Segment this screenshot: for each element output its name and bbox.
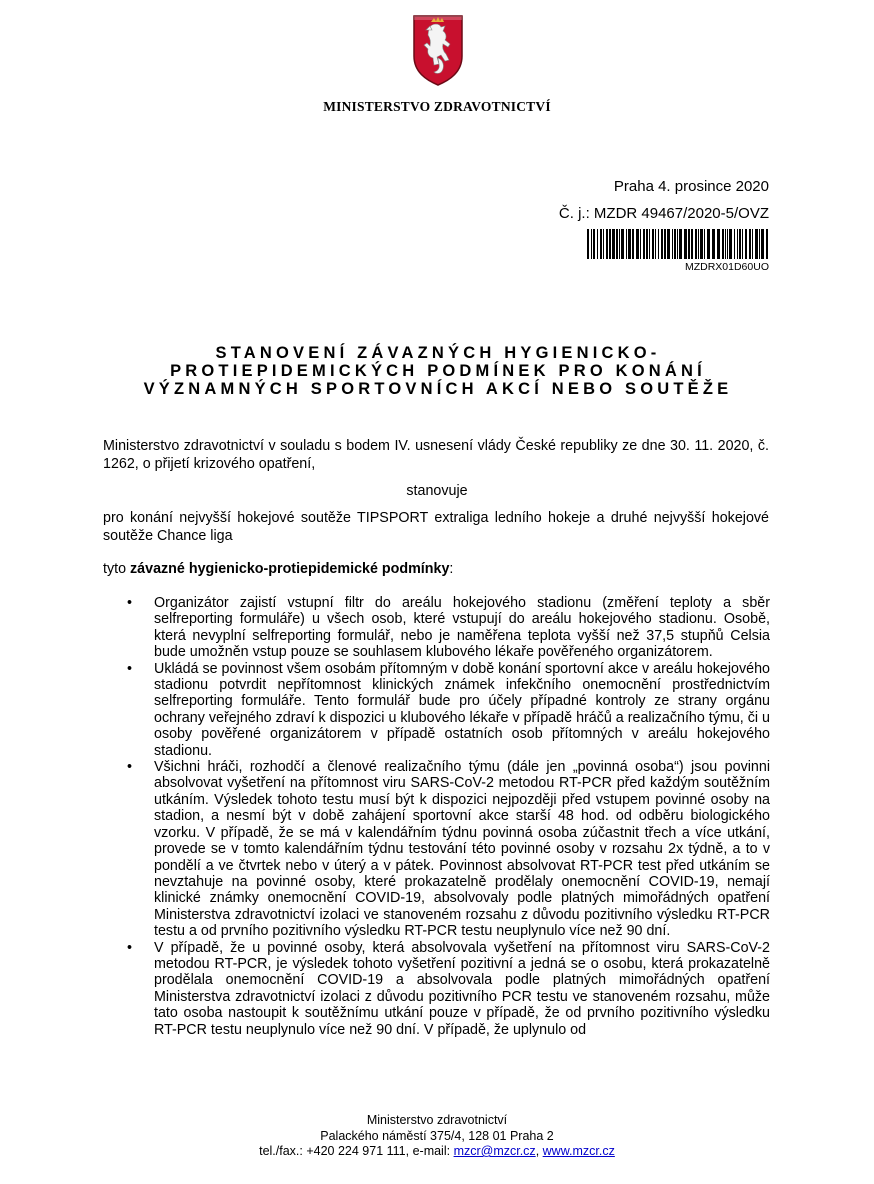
bullet-icon: • bbox=[127, 660, 133, 677]
barcode-bar bbox=[612, 229, 615, 259]
barcode-bar bbox=[587, 229, 589, 259]
barcode-bar bbox=[616, 229, 618, 259]
barcode-bar bbox=[652, 229, 654, 259]
barcode-bar bbox=[704, 229, 705, 259]
footer-contact-prefix: tel./fax.: +420 224 971 111, e-mail: bbox=[259, 1144, 454, 1158]
list-item bbox=[126, 759, 770, 939]
footer bbox=[0, 1113, 874, 1160]
website-link[interactable]: www.mzcr.cz bbox=[542, 1144, 615, 1158]
barcode-bar bbox=[636, 229, 639, 259]
barcode-bar bbox=[600, 229, 602, 259]
conditions-bold: závazné hygienicko-protiepidemické podmínky bbox=[130, 561, 450, 577]
barcode-bar bbox=[688, 229, 690, 259]
title-line: STANOVENÍ ZÁVAZNÝCH HYGIENICKO- bbox=[215, 344, 661, 362]
reference-number: Č. j.: MZDR 49467/2020-5/OVZ bbox=[558, 205, 769, 222]
barcode-bar bbox=[734, 229, 735, 259]
barcode-bar bbox=[679, 229, 682, 259]
barcode-bar bbox=[609, 229, 611, 259]
barcode-bar bbox=[755, 229, 758, 259]
barcode-bar bbox=[658, 229, 659, 259]
barcode-bar bbox=[640, 229, 641, 259]
barcode-bar bbox=[677, 229, 678, 259]
barcode-bar bbox=[649, 229, 650, 259]
barcode-bar bbox=[684, 229, 687, 259]
barcode-bar bbox=[674, 229, 676, 259]
barcode-bar bbox=[632, 229, 634, 259]
barcode-bar bbox=[742, 229, 743, 259]
bullet-icon: • bbox=[127, 939, 133, 956]
title-line: PROTIEPIDEMICKÝCH PODMÍNEK PRO KONÁNÍ bbox=[170, 362, 706, 380]
czech-lion-coat-of-arms-icon bbox=[412, 14, 464, 86]
list-item-text: Všichni hráči, rozhodčí a členové realizačního týmu (dále jen „povinná osoba“) jsou povinni absolvovat vyšetření na přítomnost viru SARS-CoV-2 metodou RT-PCR před každým soutěžním utkáním. Výsledek tohoto testu musí být k dispozici nejpozději před vstupem povinné osoby na stadion, a nesmí být v době zahájení sportovní akce starší 48 hod. od odběru biologického vzorku. V případě, že se má v kalendářním týdnu povinná osoba zúčastnit třech a více utkání, provede se v tomto kalendářním týdnu testování této povinné osoby v rozsahu 2x týdně, a to v pondělí a ve čtvrtek nebo v úterý a v pátek. Povinnost absolvovat RT-PCR test před utkáním se nevztahuje na povinné osoby, které prokazatelně prodělaly onemocnění COVID-19, nemají klinické známky onemocnění COVID-19, absolvovaly podle platných mimořádných opatření Ministerstva zdravotnictví izolaci ve stanoveném rozsahu z důvodu pozitivního výsledku RT-PCR testu a od prvního pozitivního výsledku RT-PCR testu neuplynulo více než 90 dní. bbox=[154, 759, 770, 940]
footer-address: Palackého náměstí 375/4, 128 01 Praha 2 bbox=[320, 1128, 554, 1143]
barcode-bar bbox=[603, 229, 604, 259]
footer-ministry: Ministerstvo zdravotnictví bbox=[366, 1113, 508, 1127]
barcode-bar bbox=[664, 229, 666, 259]
list-item bbox=[126, 661, 770, 759]
barcode-bar bbox=[752, 229, 753, 259]
barcode-bar bbox=[698, 229, 699, 259]
barcode-bar bbox=[606, 229, 608, 259]
list-item bbox=[126, 595, 770, 661]
document-title bbox=[100, 344, 776, 398]
barcode-bar bbox=[712, 229, 715, 259]
barcode-bar bbox=[646, 229, 648, 259]
barcode-bar bbox=[626, 229, 627, 259]
barcode-bar bbox=[737, 229, 738, 259]
ministry-heading: MINISTERSTVO ZDRAVOTNICTVÍ bbox=[323, 99, 551, 114]
barcode-bar bbox=[759, 229, 760, 259]
scope-paragraph: pro konání nejvyšší hokejové soutěže TIPSPORT extraliga ledního hokeje a druhé nejvyšší hokejové soutěže Chance liga bbox=[103, 510, 769, 544]
document-date: Praha 4. prosince 2020 bbox=[613, 178, 769, 195]
barcode-bar bbox=[722, 229, 724, 259]
title-line: VÝZNAMNÝCH SPORTOVNÍCH AKCÍ NEBO SOUTĚŽE bbox=[143, 380, 733, 398]
barcode-bar bbox=[619, 229, 620, 259]
barcode-bar bbox=[597, 229, 598, 259]
barcode-bar bbox=[745, 229, 747, 259]
barcode-bar bbox=[661, 229, 663, 259]
conditions-list bbox=[126, 595, 770, 1038]
conditions-suffix: : bbox=[449, 561, 454, 577]
barcode-bar bbox=[749, 229, 751, 259]
list-item-text: Organizátor zajistí vstupní filtr do areálu hokejového stadionu (změření teploty a sběr selfreporting formuláře) u všech osob, které vstupují do areálu hokejového stadionu. Osobě, která nevyplní selfreporting formulář, nebo je naměřena teplota vyšší než 37,5 stupňů Celsia bude umožněn vstup pouze se souhlasem klubového lékaře pověřeného organizátorem. bbox=[154, 595, 770, 661]
barcode-bar bbox=[628, 229, 631, 259]
barcode-bar bbox=[707, 229, 710, 259]
barcode-bar bbox=[729, 229, 732, 259]
barcode-bar bbox=[655, 229, 656, 259]
barcode-bar bbox=[591, 229, 592, 259]
footer-contact bbox=[0, 1144, 874, 1160]
barcode-bar bbox=[672, 229, 673, 259]
conditions-line bbox=[103, 560, 769, 578]
barcode-bar bbox=[725, 229, 726, 259]
bullet-icon: • bbox=[127, 759, 133, 776]
barcode-bar bbox=[691, 229, 693, 259]
barcode-bar bbox=[717, 229, 720, 259]
barcode-bar bbox=[643, 229, 645, 259]
barcode-bar bbox=[700, 229, 703, 259]
barcode-bar bbox=[667, 229, 670, 259]
barcode-bar bbox=[727, 229, 728, 259]
list-item-text: Ukládá se povinnost všem osobám přítomným v době konání sportovní akce v areálu hokejového stadionu potvrdit nepřítomnost klinických známek infekčního onemocnění prostřednictvím selfreporting formuláře. Tento formulář bude pro účely případné kontroly ze strany orgánu ochrany veřejného zdraví k dispozici u klubového lékaře v případě hráčů a realizačního týmu, či u osoby pověřené organizátorem v případě ostatních osob přítomných v areálu hokejového stadionu. bbox=[154, 660, 770, 759]
barcode-bar bbox=[766, 229, 768, 259]
stanovuje-label: stanovuje bbox=[406, 483, 468, 499]
footer-separator: , bbox=[535, 1144, 543, 1158]
conditions-prefix: tyto bbox=[103, 561, 131, 577]
email-link[interactable]: mzcr@mzcr.cz bbox=[453, 1144, 536, 1158]
intro-paragraph: Ministerstvo zdravotnictví v souladu s bodem IV. usnesení vlády České republiky ze dne 30. 11. 2020, č. 1262, o přijetí krizového opatření, bbox=[103, 438, 769, 472]
barcode-bar bbox=[621, 229, 624, 259]
bullet-icon: • bbox=[127, 595, 133, 611]
barcode-bar bbox=[761, 229, 764, 259]
barcode-graphic bbox=[587, 229, 769, 259]
barcode-bar bbox=[739, 229, 741, 259]
barcode-code: MZDRX01D60UO bbox=[684, 261, 769, 273]
list-item bbox=[126, 940, 770, 1038]
barcode-bar bbox=[593, 229, 595, 259]
barcode-bar bbox=[695, 229, 697, 259]
list-item-text: V případě, že u povinné osoby, která absolvovala vyšetření na přítomnost viru SARS-CoV-2 metodou RT-PCR, je výsledek tohoto vyšetření pozitivní a jedná se o osobu, která prokazatelně prodělala onemocnění COVID-19 a absolvovala podle platných mimořádných opatření Ministerstva zdravotnictví izolaci z důvodu pozitivního PCR testu ve stanoveném rozsahu, může tato osoba nastoupit k soutěžnímu utkání pouze v případě, že od prvního pozitivního výsledku RT-PCR testu neuplynulo více než 90 dní. V případě, že uplynulo od bbox=[154, 939, 770, 1038]
